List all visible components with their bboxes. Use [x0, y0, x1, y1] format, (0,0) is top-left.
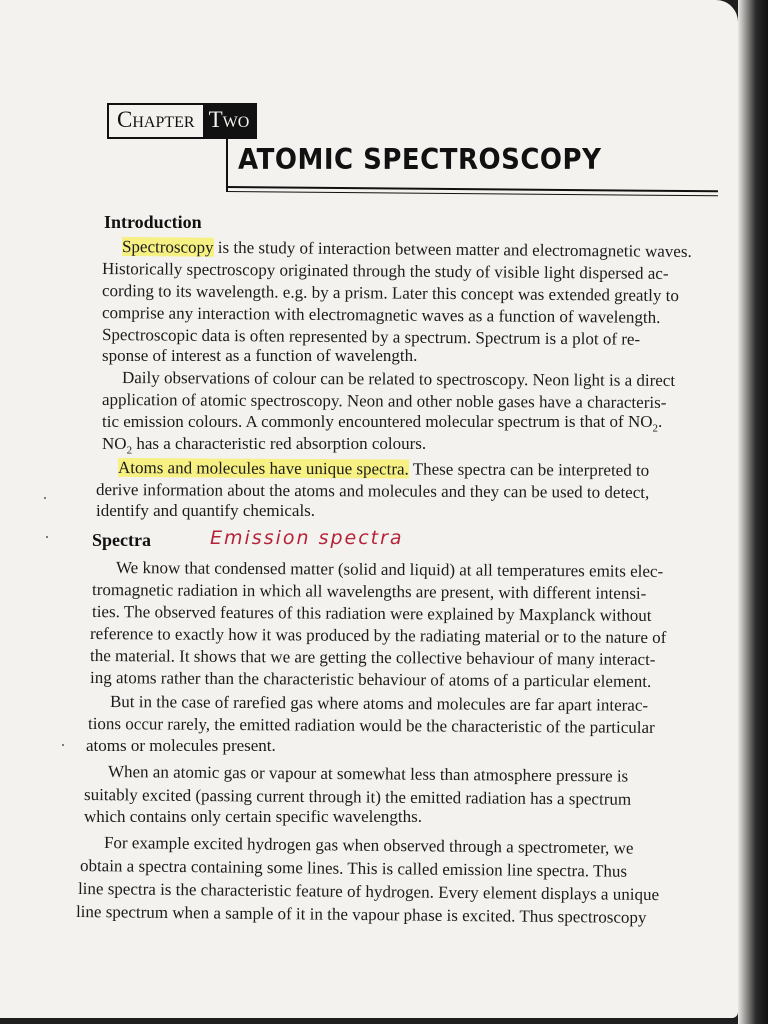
- paragraph-line: obtain a spectra containing some lines. This is called emission line spectra. Thus: [79, 856, 628, 881]
- highlighted-sentence: Atoms and molecules have unique spectra.: [117, 458, 409, 479]
- paragraph-line: atoms or molecules present.: [86, 736, 276, 755]
- paragraph-line: identify and quantify chemicals.: [96, 501, 316, 520]
- handwritten-annotation: Emission spectra: [210, 527, 404, 549]
- paragraph-line: Spectroscopy is the study of interaction between matter and electromagnetic waves.: [121, 237, 692, 261]
- paragraph-line: the material. It shows that we are getting the collective behaviour of many interact-: [89, 646, 656, 669]
- chapter-title: ATOMIC SPECTROSCOPY: [238, 144, 602, 177]
- paragraph-line: tions occur rarely, the emitted radiation would be the characteristic of the particular: [87, 714, 655, 737]
- scan-speck: [44, 497, 46, 499]
- paragraph-line: We know that condensed matter (solid and liquid) at all temperatures emits elec-: [115, 558, 664, 581]
- paragraph-line: For example excited hydrogen gas when observed through a spectrometer, we: [103, 833, 634, 858]
- paragraph-line: comprise any interaction with electromagnetic waves as a function of wavelength.: [101, 303, 661, 327]
- paragraph-line: which contains only certain specific wavelengths.: [84, 807, 422, 826]
- chapter-number: Two: [203, 105, 256, 137]
- scan-shadow-edge: [738, 0, 768, 1024]
- scan-speck: [62, 744, 64, 746]
- chapter-word: Chapter: [109, 105, 203, 137]
- paragraph-line: When an atomic gas or vapour at somewhat less than atmosphere pressure is: [107, 762, 629, 786]
- paragraph-line: ties. The observed features of this radiation were explained by Maxplanck without: [91, 602, 652, 625]
- paragraph-line: sponse of interest as a function of wavelength.: [102, 346, 418, 365]
- paragraph-line: tromagnetic radiation in which all wavelengths are present, with different intensi-: [91, 580, 647, 603]
- paragraph-line: Spectroscopic data is often represented by a spectrum. Spectrum is a plot of re-: [101, 325, 641, 349]
- paragraph-line: suitably excited (passing current through it) the emitted radiation has a spectrum: [83, 785, 632, 809]
- paragraph-line: line spectrum when a sample of it in the vapour phase is excited. Thus spectroscopy: [75, 902, 647, 927]
- paragraph-line: ing atoms rather than the characteristic behaviour of atoms of a particular element.: [89, 668, 652, 691]
- chapter-label: [107, 103, 257, 139]
- spectra-heading: Spectra: [92, 530, 151, 550]
- paragraph-line: application of atomic spectroscopy. Neon and other noble gases have a characteris-: [101, 390, 667, 412]
- highlighted-term: Spectroscopy: [121, 237, 214, 257]
- paragraph-line: cording to its wavelength. e.g. by a prism. Later this concept was extended greatly to: [101, 281, 679, 306]
- paragraph-line: line spectra is the characteristic feature of hydrogen. Every element displays a unique: [77, 879, 660, 905]
- title-divider-vertical: [226, 135, 228, 191]
- paragraph-line: reference to exactly how it was produced by the radiating material or to the nature of: [89, 624, 667, 648]
- paragraph-line: Atoms and molecules have unique spectra. These spectra can be interpreted to: [117, 458, 650, 480]
- intro-heading: Introduction: [104, 212, 202, 232]
- scan-speck: [46, 536, 48, 538]
- paragraph-line: tic emission colours. A commonly encountered molecular spectrum is that of $NO_2$.: [102, 412, 663, 435]
- paragraph-line: Daily observations of colour can be related to spectroscopy. Neon light is a direct: [121, 368, 676, 390]
- paragraph-line: But in the case of rarefied gas where atoms and molecules are far apart interac-: [109, 692, 649, 715]
- paragraph-line: $NO_2$ has a characteristic red absorption colours.: [102, 434, 427, 457]
- paragraph-line: Historically spectroscopy originated through the study of visible light dispersed ac-: [101, 259, 669, 283]
- paragraph-line: derive information about the atoms and molecules and they can be used to detect,: [95, 480, 650, 502]
- title-rule-thin: [226, 191, 718, 196]
